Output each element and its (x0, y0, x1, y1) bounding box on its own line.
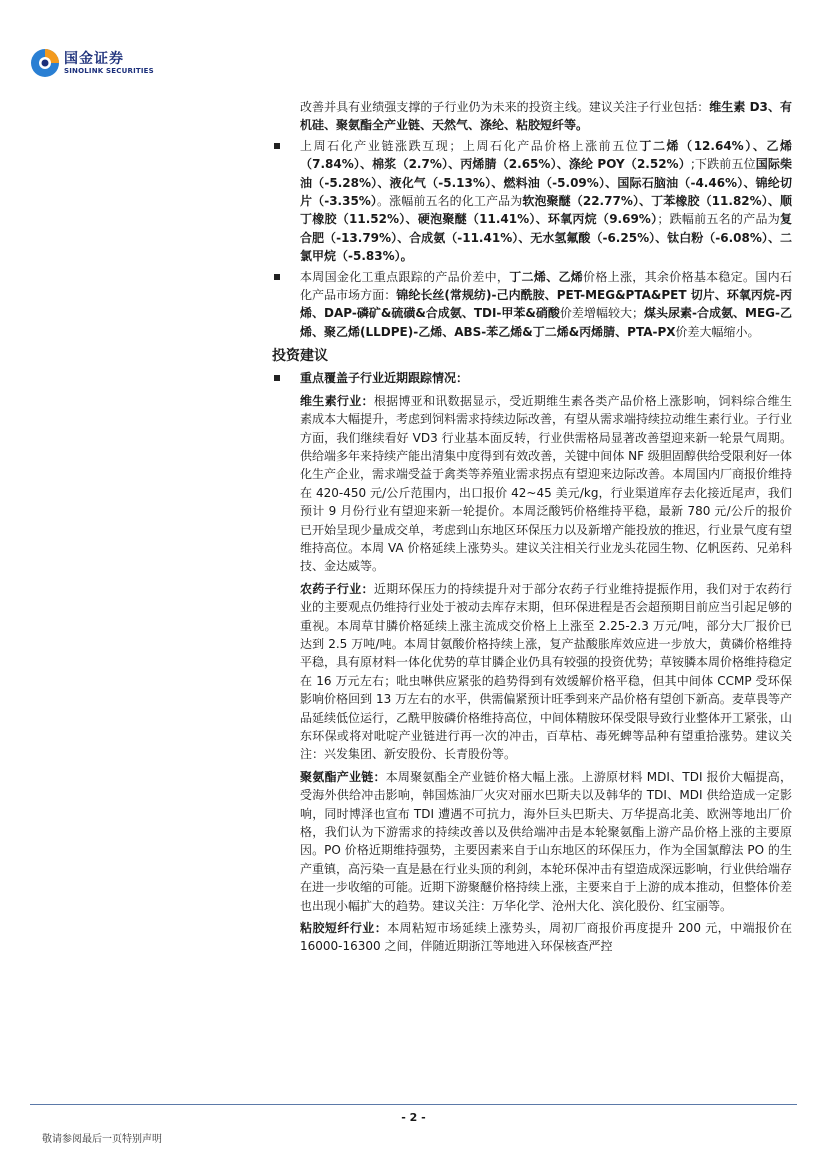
bullet-square-icon (274, 375, 280, 381)
bullet-price-spread: 本周国金化工重点跟踪的产品价差中，丁二烯、乙烯价格上涨，其余价格基本稳定。国内石化产品市场方面：锦纶长丝(常规纺)-己内酰胺、PET-MEG&PTA&PET 切片、环氧丙烷-丙烯、DAP-磷矿&硫磺&合成氨、TDI-甲苯&硝酸价差增幅较大；煤头尿素-合成氨、MEG-乙烯、聚乙烯(LLDPE)-乙烯、ABS-苯乙烯&丁二烯&丙烯腈、PTA-PX价差大幅缩小。 (272, 268, 792, 342)
bullet-petrochem-changes: 上周石化产业链涨跌互现；上周石化产品价格上涨前五位丁二烯（12.64%）、乙烯（7.84%）、棉浆（2.7%）、丙烯腈（2.65%）、涤纶 POY（2.52%）;下跌前五位国际柴油（-5.28%）、液化气（-5.13%）、燃料油（-5.09%）、国际石脑油（-4.46%）、锦纶切片（-3.35%）。涨幅前五名的化工产品为软泡聚醚（22.77%）、丁苯橡胶（11.82%）、顺丁橡胶（11.52%）、硬泡聚醚（11.41%）、环氧丙烷（9.69%）；跌幅前五名的产品为复合肥（-13.79%）、合成氨（-11.41%）、无水氢氟酸（-6.25%）、钛白粉（-6.08%）、二氯甲烷（-5.83%）。 (272, 137, 792, 266)
sinolink-logo-icon (30, 48, 60, 78)
page-header (0, 0, 827, 90)
paragraph-vitamin: 维生素行业：根据博亚和讯数据显示，受近期维生素各类产品价格上涨影响，饲料综合维生素成本大幅提升，考虑到饲料需求持续边际改善，有望从需求端持续拉动维生素行业。子行业方面，我们继续看好 VD3 行业基本面反转，行业供需格局显著改善望迎来新一轮景气周期。供给端多年来持续产能出清集中度得到有效改善，关键中间体 NF 级胆固醇供给受限利好一体化生产企业，需求端受益于禽类等养殖业需求拐点有望迎来边际改善。本周国内厂商报价维持在 420-450 元/公斤范围内，出口报价 42~45 美元/kg，行业渠道库存去化接近尾声，我们预计 9 月份行业有望迎来新一轮提价。本周泛酸钙价格维持平稳，最新 780 元/公斤的报价已开始呈现少量成交单，考虑到山东地区环保压力以及新增产能投放的推迟，行业景气度有望维持高位。本周 VA 价格延续上涨势头。建议关注相关行业龙头花园生物、亿帆医药、兄弟科技、金达威等。 (300, 393, 793, 574)
main-content (272, 98, 792, 956)
paragraph-viscose: 粘胶短纤行业：本周粘短市场延续上涨势头，周初厂商报价再度提升 200 元，中端报价在 16000-16300 之间，伴随近期浙江等地进入环保核查严控 (300, 921, 792, 954)
paragraph-polyurethane: 聚氨酯产业链：本周聚氨酯全产业链价格大幅上涨。上游原材料 MDI、TDI 报价大幅提高，受海外供给冲击影响，韩国炼油厂火灾对丽水巴斯夫以及韩华的 TDI、MDI 供给造成一定影响，同时博泽也宣布 TDI 遭遇不可抗力，海外巨头巴斯夫、万华提高北美、欧洲等地出厂价格，我们认为下游需求的持续改善以及供给端冲击是本轮聚氨酯上游产品价格上涨的主要原因。PO 价格近期维持强势，主要因素来自于山东地区的环保压力，作为全国氯醇法 PO 的生产重镇，高污染一直是悬在行业头顶的利剑，本轮环保冲击有望造成深远影响，行业供给端存在进一步收缩的可能。近期下游聚醚价格持续上涨，主要来自于上游的成本推动，但整体价差也出现小幅扩大的趋势。建议关注：万华化学、沧州大化、滨化股份、红宝丽等。 (300, 769, 793, 913)
logo-cn-text: 国金证券 (64, 51, 124, 67)
bullet-square-icon (274, 274, 280, 280)
logo-en-text: SINOLINK SECURITIES (64, 67, 154, 75)
section-title-investment: 投资建议 (272, 348, 328, 365)
intro-paragraph: 改善并具有业绩强支撑的子行业仍为未来的投资主线。建议关注子行业包括：维生素 D3、有机硅、聚氨酯全产业链、天然气、涤纶、粘胶短纤等。 (300, 100, 792, 133)
bullet-square-icon (274, 143, 280, 149)
bullet-coverage-heading: 重点覆盖子行业近期跟踪情况： (272, 369, 792, 387)
paragraph-pesticide: 农药子行业：近期环保压力的持续提升对于部分农药子行业维持提振作用，我们对于农药行业的主要观点仍维持行业处于被动去库存末期，但环保进程是否会超预期目前应当引起足够的重视。本周草甘膦价格延续上涨主流成交价格上上涨至 2.25-2.3 万元/吨，部分大厂报价已达到 2.5 万吨/吨。本周甘氨酸价格持续上涨，复产盐酸胀库效应进一步放大，黄磷价格维持平稳，具有原材料一体化优势的草甘膦企业仍具有较强的投资优势；草铵膦本周价格维持稳定在 16 万元左右；吡虫啉供应紧张的趋势得到有效缓解价格平稳，但其中间体 CCMP 受环保影响价格回到 13 万左右的水平，供需偏紧预计旺季到来产品价格有望创下新高。麦草畏等产品延续低位运行，乙酰甲胺磷价格维持高位，中间体精胺环保受限导致行业整体开工紧张，山东环保或将对吡啶产业链进行再一次的冲击，百草枯、毒死蜱等品种有望重拾涨势。建议关注：兴发集团、新安股份、长青股份等。 (300, 581, 793, 762)
footer-divider (30, 1104, 797, 1105)
disclaimer-note: 敬请参阅最后一页特别声明 (42, 1134, 162, 1145)
page-number: - 2 - (401, 1111, 426, 1124)
